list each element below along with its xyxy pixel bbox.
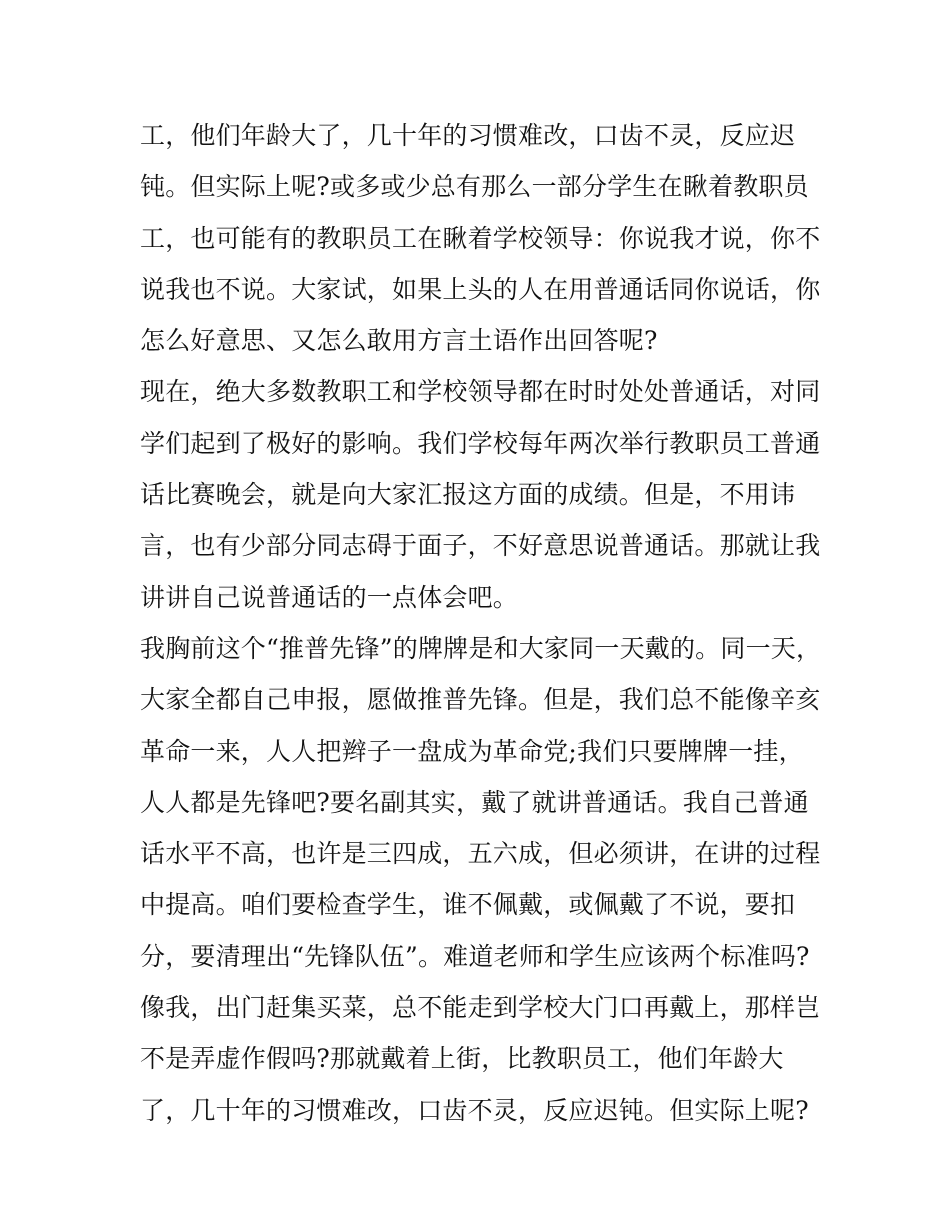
text-line: 怎么好意思、又怎么敢用方言土语作出回答呢? xyxy=(140,326,658,356)
text-line: 了，几十年的习惯难改，口齿不灵，反应迟钝。但实际上呢? xyxy=(140,1095,809,1125)
text-line: 像我，出门赶集买菜，总不能走到学校大门口再戴上，那样岂 xyxy=(140,993,821,1023)
text-line: 人人都是先锋吧?要名副其实，戴了就讲普通话。我自己普通 xyxy=(140,787,809,817)
text-line: 大家全都自己申报，愿做推普先锋。但是，我们总不能像辛亥 xyxy=(140,685,821,715)
text-line: 话水平不高，也许是三四成，五六成，但必须讲，在讲的过程 xyxy=(140,839,821,869)
text-line: 说我也不说。大家试，如果上头的人在用普通话同你说话，你 xyxy=(140,274,821,304)
text-line: 工，他们年龄大了，几十年的习惯难改，口齿不灵，反应迟 xyxy=(140,121,796,150)
text-line: 言，也有少部分同志碍于面子，不好意思说普通话。那就让我 xyxy=(140,531,821,561)
text-line: 讲讲自己说普通话的一点体会吧。 xyxy=(140,582,519,612)
text-line: 钝。但实际上呢?或多或少总有那么一部分学生在瞅着教职员 xyxy=(140,172,809,202)
text-line: 分，要清理出“先锋队伍”。难道老师和学生应该两个标准吗? xyxy=(140,941,810,971)
text-line: 我胸前这个“推普先锋”的牌牌是和大家同一天戴的。同一天， xyxy=(140,633,822,663)
text-line: 工，也可能有的教职员工在瞅着学校领导：你说我才说，你不 xyxy=(140,223,821,253)
text-line: 现在，绝大多数教职工和学校领导都在时时处处普通话，对同 xyxy=(140,377,821,407)
text-line: 话比赛晚会，就是向大家汇报这方面的成绩。但是，不用讳 xyxy=(140,480,796,510)
text-line: 不是弄虚作假吗?那就戴着上街，比教职员工，他们年龄大 xyxy=(140,1044,784,1074)
text-line: 革命一来，人人把辫子一盘成为革命党;我们只要牌牌一挂， xyxy=(140,736,804,766)
text-line: 中提高。咱们要检查学生，谁不佩戴，或佩戴了不说，要扣 xyxy=(140,890,796,920)
text-line: 学们起到了极好的影响。我们学校每年两次举行教职员工普通 xyxy=(140,428,821,458)
document-body xyxy=(140,110,820,1136)
